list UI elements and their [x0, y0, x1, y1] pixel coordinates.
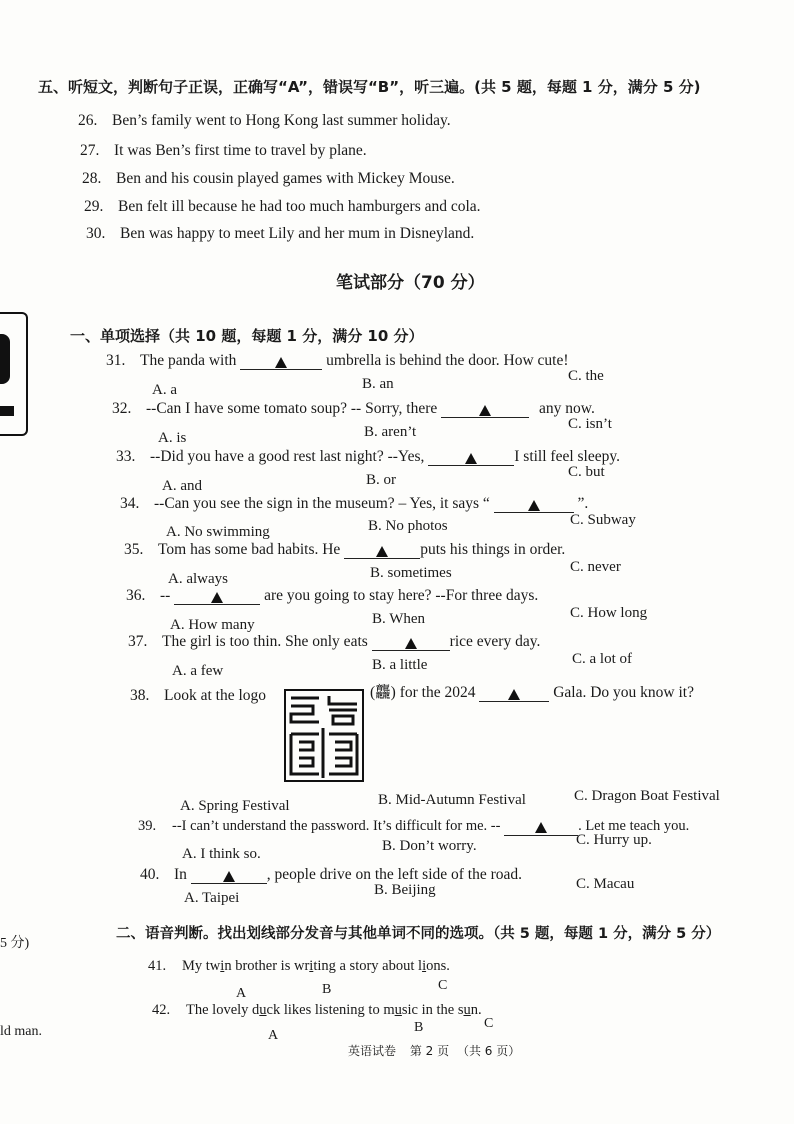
q31-option-a[interactable]: A. a [152, 382, 177, 398]
q41-label-a: A [236, 986, 247, 1001]
q33: 33. --Did you have a good rest last night? --Yes, I still feel sleepy. [116, 448, 620, 465]
q38-option-c[interactable]: C. Dragon Boat Festival [574, 788, 720, 804]
answer-blank[interactable] [344, 543, 420, 559]
q41-label-c: C [438, 978, 448, 993]
q38-option-b[interactable]: B. Mid-Autumn Festival [378, 792, 526, 808]
q32-option-a[interactable]: A. is [158, 430, 187, 446]
triangle-icon [528, 500, 540, 511]
q37-option-c[interactable]: C. a lot of [572, 651, 632, 667]
dragon-logo-image [283, 688, 365, 783]
answer-blank[interactable] [372, 635, 450, 651]
q32: 32. --Can I have some tomato soup? -- Sorry, there any now. [112, 400, 595, 417]
triangle-icon [405, 638, 417, 649]
answer-blank[interactable] [428, 450, 514, 466]
triangle-icon [465, 453, 477, 464]
q38-rest: (龘) for the 2024 Gala. Do you know it? [370, 684, 694, 701]
q31-option-b[interactable]: B. an [362, 376, 394, 392]
q39-option-a[interactable]: A. I think so. [182, 846, 261, 862]
item-27: 27. It was Ben’s first time to travel by plane. [80, 142, 367, 159]
triangle-icon [223, 871, 235, 882]
q34-option-c[interactable]: C. Subway [570, 512, 636, 528]
q42-label-b: B [414, 1020, 424, 1035]
q37-option-b[interactable]: B. a little [372, 657, 428, 673]
q36: 36. -- are you going to stay here? --For three days. [126, 587, 539, 604]
q36-option-c[interactable]: C. How long [570, 605, 648, 621]
q35: 35. Tom has some bad habits. He puts his things in order. [124, 541, 566, 558]
footer-total: （共 6 页） [456, 1044, 521, 1058]
q40-option-c[interactable]: C. Macau [576, 876, 635, 892]
q37-option-a[interactable]: A. a few [172, 663, 224, 679]
q32-option-b[interactable]: B. aren’t [364, 424, 417, 440]
left-edge-text: ld man. [0, 1024, 42, 1039]
item-26: 26. Ben’s family went to Hong Kong last summer holiday. [78, 112, 451, 129]
q35-option-a[interactable]: A. always [168, 571, 228, 587]
q39: 39. --I can’t understand the password. It’s difficult for me. -- . Let me teach you. [138, 818, 690, 834]
answer-blank[interactable] [441, 402, 529, 418]
q36-option-a[interactable]: A. How many [170, 617, 255, 633]
item-29: 29. Ben felt ill because he had too much hamburgers and cola. [84, 198, 481, 215]
q42-label-c: C [484, 1016, 494, 1031]
triangle-icon [508, 689, 520, 700]
q38: 38. Look at the logo [130, 687, 267, 704]
q34-option-a[interactable]: A. No swimming [166, 524, 270, 540]
q31: 31. The panda with umbrella is behind the door. How cute! [106, 352, 569, 369]
q32-option-c[interactable]: C. isn’t [568, 416, 612, 432]
q40-option-a[interactable]: A. Taipei [184, 890, 240, 906]
q35-option-b[interactable]: B. sometimes [370, 565, 452, 581]
footer-page: 第 2 页 [409, 1044, 450, 1058]
part1-header: 一、单项选择（共 10 题，每题 1 分，满分 10 分） [70, 327, 424, 345]
written-title: 笔试部分（70 分） [336, 273, 485, 293]
answer-blank[interactable] [174, 589, 260, 605]
answer-blank[interactable] [479, 686, 549, 702]
answer-blank[interactable] [240, 354, 322, 370]
triangle-icon [275, 357, 287, 368]
q41-label-b: B [322, 982, 332, 997]
left-edge-score: 5 分) [0, 936, 30, 951]
q33-option-b[interactable]: B. or [366, 472, 396, 488]
item-28: 28. Ben and his cousin played games with Mickey Mouse. [82, 170, 455, 187]
q41: 41. My twin brother is writing a story about lions. [148, 958, 450, 974]
page-footer [348, 1042, 520, 1059]
q39-option-c[interactable]: C. Hurry up. [576, 832, 652, 848]
q38-option-a[interactable]: A. Spring Festival [180, 798, 290, 814]
q35-option-c[interactable]: C. never [570, 559, 621, 575]
triangle-icon [211, 592, 223, 603]
answer-blank[interactable] [191, 868, 267, 884]
left-edge-mark [0, 312, 28, 436]
q37: 37. The girl is too thin. She only eats rice every day. [128, 633, 541, 650]
q34: 34. --Can you see the sign in the museum? – Yes, it says “ ”. [120, 495, 589, 512]
q42: 42. The lovely duck likes listening to music in the sun. [152, 1002, 482, 1018]
q40: 40. In , people drive on the left side of the road. [140, 866, 523, 883]
part2-header: 二、语音判断。找出划线部分发音与其他单词不同的选项。（共 5 题，每题 1 分，满分 5 分） [116, 926, 721, 942]
q31-option-c[interactable]: C. the [568, 368, 604, 384]
answer-blank[interactable] [504, 820, 578, 836]
q39-option-b[interactable]: B. Don’t worry. [382, 838, 477, 854]
q34-option-b[interactable]: B. No photos [368, 518, 448, 534]
q42-label-a: A [268, 1028, 279, 1043]
footer-subject: 英语试卷 [348, 1044, 397, 1058]
answer-blank[interactable] [494, 497, 574, 513]
triangle-icon [479, 405, 491, 416]
triangle-icon [535, 822, 547, 833]
item-30: 30. Ben was happy to meet Lily and her mum in Disneyland. [86, 225, 475, 242]
section5-header: 五、听短文，判断句子正误，正确写“A”，错误写“B”，听三遍。(共 5 题，每题 1 分，满分 5 分) [38, 78, 701, 96]
q33-option-c[interactable]: C. but [568, 464, 605, 480]
q33-option-a[interactable]: A. and [162, 478, 202, 494]
triangle-icon [376, 546, 388, 557]
q36-option-b[interactable]: B. When [372, 611, 426, 627]
q40-option-b[interactable]: B. Beijing [374, 882, 436, 898]
